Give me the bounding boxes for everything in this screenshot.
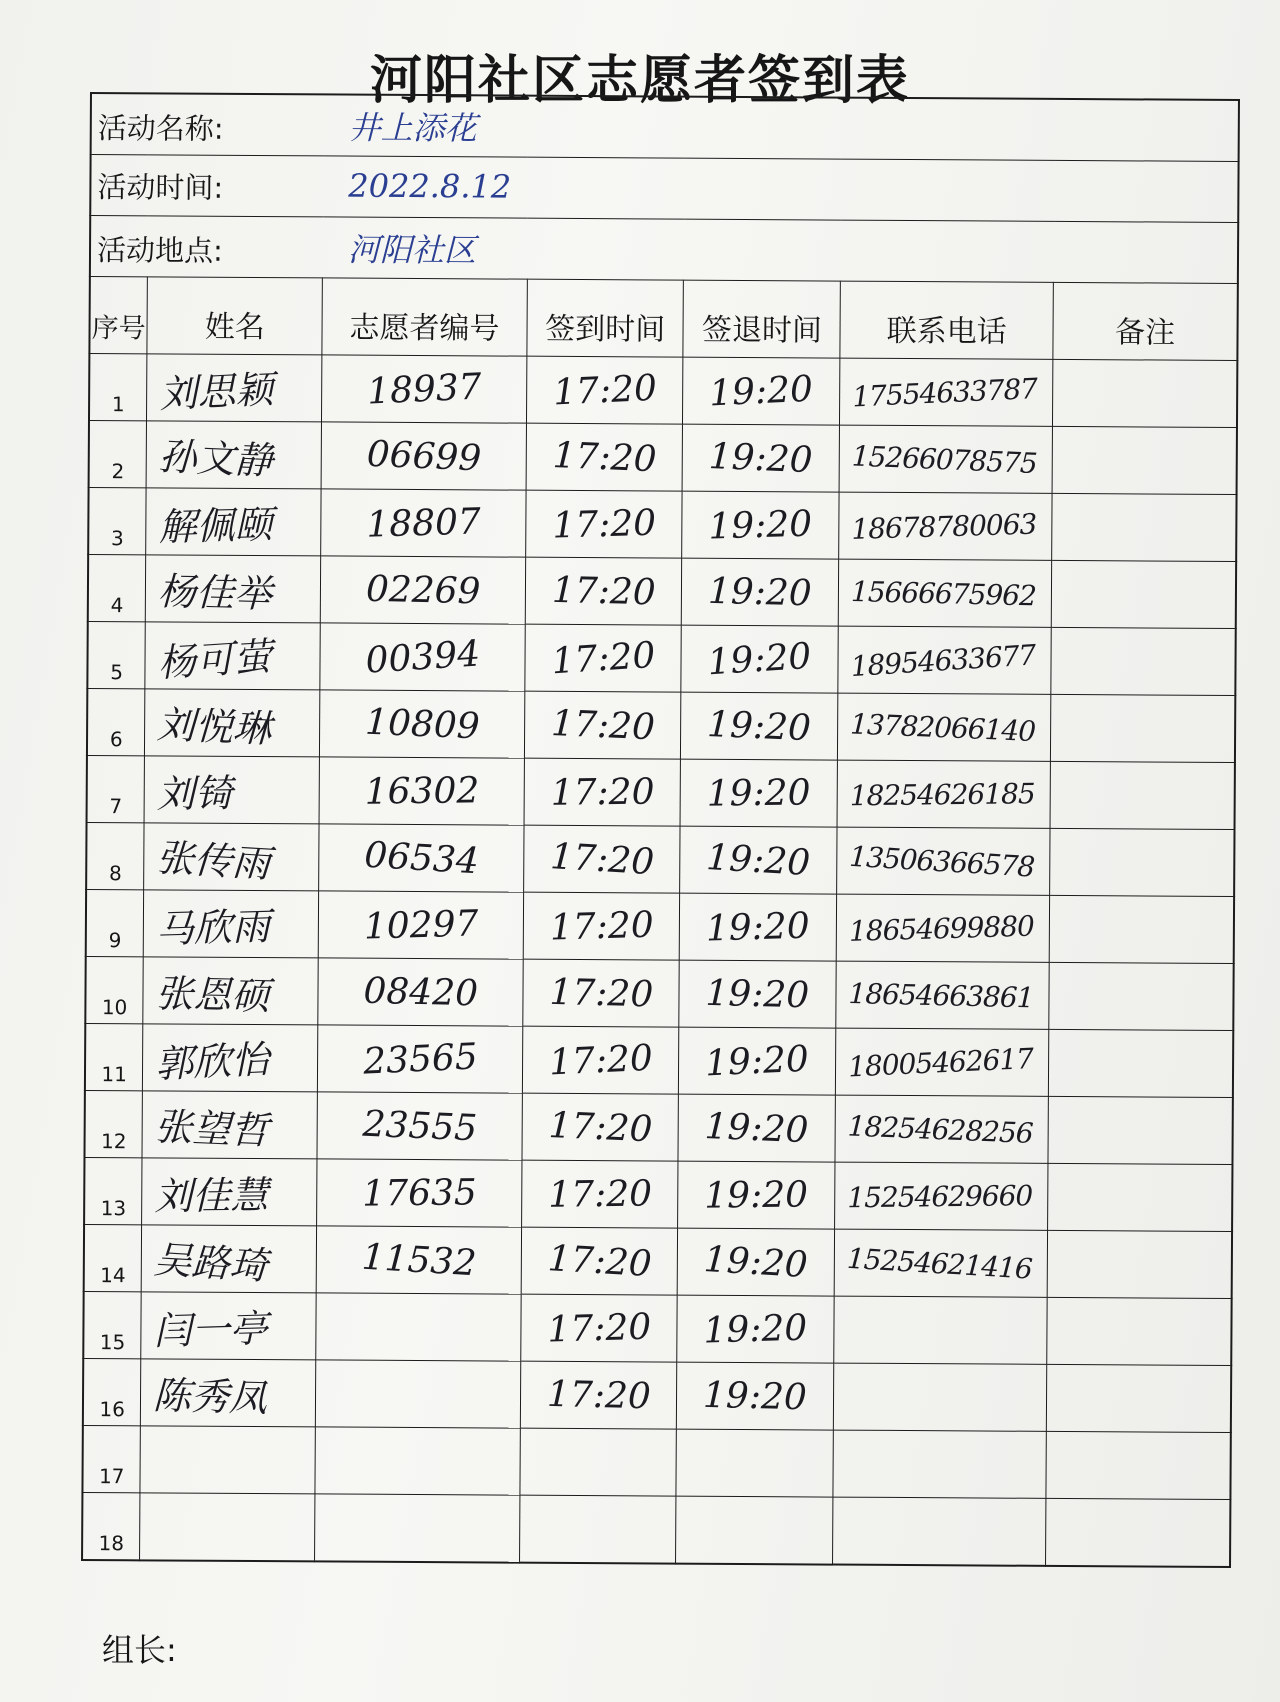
cell-row-number: 2	[89, 420, 147, 487]
check-in-time: 17:20	[548, 835, 655, 883]
cell-phone-number	[837, 760, 1050, 828]
check-in-time: 17:20	[551, 434, 658, 480]
cell-row-number: 14	[84, 1224, 142, 1291]
cell-check-in-time	[520, 1428, 677, 1496]
check-out-time: 19:20	[707, 570, 813, 614]
cell-row-number: 11	[85, 1023, 143, 1090]
phone-number: 18654699880	[848, 909, 1035, 948]
cell-check-in-time	[522, 1093, 679, 1161]
activity-place-row	[90, 216, 1238, 284]
volunteer-id: 10297	[363, 902, 479, 948]
col-header-seq: 序号	[89, 277, 147, 354]
cell-note	[1046, 1498, 1231, 1567]
table-body	[82, 354, 1237, 1567]
cell-volunteer-id	[319, 757, 524, 825]
cell-note	[1049, 1029, 1234, 1097]
volunteer-name: 吴路琦	[152, 1236, 270, 1288]
cell-row-number: 4	[88, 554, 146, 621]
check-in-time: 17:20	[552, 367, 658, 414]
table-row	[86, 889, 1234, 963]
col-header-check-out: 签退时间	[683, 280, 840, 358]
cell-phone-number	[837, 827, 1050, 895]
cell-volunteer-id	[315, 1360, 520, 1428]
check-out-time: 19:20	[703, 1307, 809, 1352]
cell-volunteer-name	[140, 1426, 315, 1494]
cell-volunteer-name	[144, 823, 319, 891]
cell-check-out-time	[678, 1228, 835, 1296]
cell-check-in-time	[520, 1361, 677, 1429]
col-header-note: 备注	[1053, 282, 1238, 360]
cell-check-in-time	[520, 1294, 677, 1362]
volunteer-id: 06534	[362, 834, 480, 882]
cell-row-number: 5	[87, 621, 145, 688]
cell-note	[1048, 1096, 1233, 1164]
volunteer-id: 17635	[361, 1171, 477, 1215]
cell-volunteer-id	[315, 1427, 520, 1495]
cell-row-number: 17	[82, 1425, 140, 1492]
check-in-time: 17:20	[548, 971, 654, 1015]
volunteer-id: 00394	[364, 632, 481, 682]
page-title: 河阳社区志愿者签到表	[369, 50, 910, 111]
volunteer-name: 闫一亭	[153, 1305, 269, 1353]
check-out-time: 19:20	[706, 635, 813, 683]
cell-check-in-time	[526, 356, 683, 424]
cell-row-number: 16	[83, 1358, 141, 1425]
cell-phone-number	[838, 693, 1051, 761]
cell-volunteer-name	[146, 421, 321, 489]
table-row	[82, 1425, 1230, 1499]
phone-number: 18005462617	[847, 1041, 1034, 1083]
cell-row-number: 8	[86, 822, 144, 889]
cell-check-out-time	[682, 558, 839, 626]
cell-volunteer-id	[319, 824, 524, 892]
cell-note	[1051, 627, 1236, 695]
volunteer-name: 刘思颖	[158, 366, 275, 416]
check-in-time: 17:20	[550, 634, 657, 682]
check-in-time: 17:20	[550, 771, 655, 814]
volunteer-id: 23555	[361, 1103, 478, 1149]
cell-volunteer-name	[147, 354, 322, 422]
phone-number: 15254621416	[846, 1241, 1033, 1286]
phone-number: 15254629660	[847, 1178, 1033, 1214]
volunteer-name: 陈秀凤	[152, 1372, 268, 1420]
cell-row-number: 18	[82, 1492, 140, 1560]
cell-check-out-time	[683, 424, 840, 492]
cell-check-in-time	[519, 1495, 676, 1563]
cell-row-number: 10	[85, 956, 143, 1023]
cell-note	[1050, 828, 1235, 896]
cell-volunteer-name	[145, 622, 320, 690]
volunteer-id: 08420	[362, 970, 479, 1014]
cell-check-out-time	[683, 357, 840, 425]
cell-note	[1049, 962, 1234, 1030]
col-header-check-in: 签到时间	[527, 279, 684, 357]
check-out-time: 19:20	[705, 836, 812, 884]
cell-volunteer-name	[142, 1225, 317, 1293]
check-in-time: 17:20	[547, 1037, 654, 1084]
volunteer-name: 刘悦琳	[156, 701, 273, 751]
activity-name-value: 井上添花	[348, 108, 477, 148]
cell-volunteer-name	[142, 1091, 317, 1159]
phone-number: 13506366578	[848, 839, 1036, 884]
cell-volunteer-name	[143, 1024, 318, 1092]
cell-note	[1047, 1297, 1232, 1365]
group-leader-label: 组长:	[102, 1631, 177, 1669]
activity-time-value: 2022.8.12	[348, 166, 512, 206]
volunteer-name: 杨佳举	[157, 568, 273, 616]
table-row	[88, 554, 1236, 628]
cell-volunteer-id	[318, 958, 523, 1026]
cell-volunteer-id	[315, 1494, 520, 1563]
cell-phone-number	[835, 1095, 1048, 1163]
check-in-time: 17:20	[547, 1173, 652, 1216]
cell-volunteer-id	[317, 1092, 522, 1160]
cell-note	[1050, 761, 1235, 829]
phone-number: 18954633677	[849, 637, 1037, 683]
cell-note	[1052, 426, 1237, 494]
phone-number: 15666675962	[850, 574, 1037, 612]
cell-volunteer-name	[145, 689, 320, 757]
cell-volunteer-id	[316, 1293, 521, 1361]
cell-note	[1048, 1163, 1233, 1231]
volunteer-id: 11532	[360, 1236, 478, 1284]
cell-row-number: 9	[86, 889, 144, 956]
cell-phone-number	[839, 492, 1052, 560]
sign-in-table	[81, 92, 1240, 1568]
cell-volunteer-id	[321, 422, 526, 490]
volunteer-name: 孙文静	[158, 433, 274, 483]
cell-check-out-time	[681, 692, 838, 760]
cell-note	[1047, 1230, 1232, 1298]
table-row	[84, 1157, 1232, 1231]
cell-phone-number	[838, 559, 1051, 627]
cell-phone-number	[834, 1229, 1047, 1297]
cell-phone-number	[833, 1497, 1046, 1566]
volunteer-name: 张恩硕	[155, 970, 271, 1018]
phone-number: 18678780063	[851, 507, 1037, 546]
cell-check-in-time	[524, 758, 681, 826]
phone-number: 18654663861	[848, 976, 1035, 1014]
volunteer-id: 16302	[364, 769, 480, 813]
cell-volunteer-id	[318, 1025, 523, 1093]
cell-volunteer-name	[141, 1359, 316, 1427]
cell-row-number: 15	[83, 1291, 141, 1358]
cell-check-out-time	[680, 759, 837, 827]
cell-phone-number	[833, 1430, 1046, 1498]
cell-volunteer-name	[141, 1292, 316, 1360]
table-row	[89, 420, 1237, 494]
check-in-time: 17:20	[546, 1237, 653, 1285]
activity-place-value: 河阳社区	[347, 230, 477, 270]
check-out-time: 19:20	[703, 1238, 810, 1286]
table-row	[87, 688, 1235, 762]
cell-check-in-time	[523, 825, 680, 893]
cell-check-out-time	[677, 1295, 834, 1363]
check-out-time: 19:20	[706, 772, 812, 815]
volunteer-id: 18807	[365, 500, 482, 546]
check-in-time: 17:20	[547, 1104, 653, 1150]
cell-note	[1053, 359, 1238, 427]
cell-volunteer-id	[320, 690, 525, 758]
cell-row-number: 1	[89, 354, 147, 421]
check-out-time: 19:20	[703, 1374, 808, 1418]
table-row	[86, 822, 1234, 896]
table-row	[83, 1291, 1231, 1365]
cell-phone-number	[838, 626, 1051, 694]
cell-phone-number	[840, 358, 1053, 426]
cell-check-in-time	[523, 892, 680, 960]
cell-check-out-time	[680, 893, 837, 961]
volunteer-name: 杨可萤	[156, 633, 274, 685]
volunteer-name: 刘锜	[156, 770, 234, 816]
table-row	[83, 1358, 1231, 1432]
cell-check-in-time	[522, 1026, 679, 1094]
cell-check-out-time	[677, 1362, 834, 1430]
phone-number: 15266078575	[851, 438, 1038, 480]
cell-check-in-time	[524, 691, 681, 759]
check-out-time: 19:20	[705, 905, 811, 950]
check-out-time: 19:20	[708, 503, 814, 548]
cell-volunteer-id	[322, 355, 527, 423]
cell-phone-number	[839, 425, 1052, 493]
volunteer-name: 张望哲	[154, 1103, 270, 1153]
table-row	[85, 1023, 1233, 1097]
cell-phone-number	[836, 894, 1049, 962]
activity-time-label: 活动时间:	[97, 169, 224, 205]
phone-number: 13782066140	[849, 706, 1036, 748]
table-row	[89, 354, 1237, 428]
cell-check-in-time	[523, 959, 680, 1027]
cell-note	[1046, 1431, 1231, 1499]
volunteer-id: 02269	[365, 568, 481, 612]
activity-place-label: 活动地点:	[96, 233, 223, 268]
cell-volunteer-id	[320, 623, 525, 691]
volunteer-id: 18937	[365, 365, 483, 413]
cell-note	[1051, 694, 1236, 762]
cell-check-in-time	[525, 557, 682, 625]
check-out-time: 19:20	[704, 1105, 810, 1151]
cell-volunteer-id	[318, 891, 523, 959]
table-row	[84, 1090, 1232, 1164]
cell-volunteer-name	[146, 488, 321, 556]
check-in-time: 17:20	[550, 702, 656, 748]
table-row	[85, 956, 1233, 1030]
cell-phone-number	[834, 1296, 1047, 1364]
volunteer-id: 23565	[361, 1035, 479, 1083]
check-in-time: 17:20	[551, 569, 656, 613]
check-in-time: 17:20	[549, 904, 654, 949]
phone-number: 18254628256	[847, 1108, 1034, 1150]
cell-phone-number	[836, 1028, 1049, 1096]
cell-check-out-time	[678, 1094, 835, 1162]
cell-note	[1051, 560, 1236, 628]
cell-check-out-time	[680, 826, 837, 894]
table-row	[88, 487, 1236, 561]
cell-check-in-time	[525, 490, 682, 558]
check-in-time: 17:20	[551, 502, 657, 547]
volunteer-name: 张传雨	[155, 834, 272, 886]
cell-row-number: 7	[87, 755, 145, 822]
volunteer-name: 解佩颐	[158, 501, 274, 549]
check-out-time: 19:20	[705, 972, 811, 1016]
table-row	[84, 1224, 1232, 1298]
cell-volunteer-name	[140, 1493, 315, 1562]
cell-phone-number	[836, 961, 1049, 1029]
cell-check-out-time	[676, 1496, 833, 1564]
col-header-name: 姓名	[147, 277, 322, 355]
cell-check-in-time	[521, 1160, 678, 1228]
check-in-time: 17:20	[546, 1373, 651, 1417]
check-out-time: 19:20	[706, 703, 813, 749]
table-header-row	[89, 277, 1237, 361]
cell-volunteer-id	[316, 1226, 521, 1294]
cell-volunteer-id	[321, 489, 526, 557]
cell-check-in-time	[521, 1227, 678, 1295]
cell-check-out-time	[682, 491, 839, 559]
volunteer-id: 06699	[365, 433, 482, 479]
cell-volunteer-name	[142, 1158, 317, 1226]
cell-check-out-time	[679, 1027, 836, 1095]
col-header-phone: 联系电话	[840, 281, 1053, 359]
col-header-volunteer-id: 志愿者编号	[322, 278, 527, 356]
cell-phone-number	[835, 1162, 1048, 1230]
cell-note	[1046, 1364, 1231, 1432]
cell-volunteer-name	[144, 756, 319, 824]
cell-check-out-time	[676, 1429, 833, 1497]
volunteer-id: 10809	[364, 701, 481, 747]
cell-check-out-time	[678, 1161, 835, 1229]
check-out-time: 19:20	[704, 1038, 811, 1084]
table-row	[82, 1492, 1230, 1567]
volunteer-name: 刘佳慧	[154, 1172, 269, 1218]
check-out-time: 19:20	[708, 368, 815, 414]
cell-row-number: 3	[88, 487, 146, 554]
check-in-time: 17:20	[546, 1306, 652, 1351]
cell-row-number: 12	[84, 1090, 142, 1157]
cell-volunteer-name	[143, 957, 318, 1025]
cell-note	[1052, 493, 1237, 561]
cell-check-out-time	[681, 625, 838, 693]
cell-check-in-time	[525, 624, 682, 692]
phone-number: 17554633787	[851, 371, 1039, 413]
cell-volunteer-id	[317, 1159, 522, 1227]
cell-row-number: 13	[84, 1157, 142, 1224]
phone-number: 18254626185	[849, 776, 1036, 812]
activity-name-row	[91, 93, 1239, 162]
cell-note	[1049, 895, 1234, 963]
check-out-time: 19:20	[704, 1174, 809, 1217]
cell-row-number: 6	[87, 688, 145, 755]
cell-phone-number	[834, 1363, 1047, 1431]
table-row	[87, 621, 1235, 695]
cell-volunteer-id	[320, 556, 525, 624]
cell-volunteer-name	[144, 890, 319, 958]
activity-time-row	[90, 155, 1238, 223]
cell-check-in-time	[526, 423, 683, 491]
cell-check-out-time	[679, 960, 836, 1028]
table-row	[87, 755, 1235, 829]
cell-volunteer-name	[146, 555, 321, 623]
volunteer-name: 马欣雨	[155, 903, 272, 951]
check-out-time: 19:20	[708, 435, 814, 481]
volunteer-name: 郭欣怡	[154, 1036, 271, 1086]
activity-name-label: 活动名称:	[97, 111, 224, 146]
